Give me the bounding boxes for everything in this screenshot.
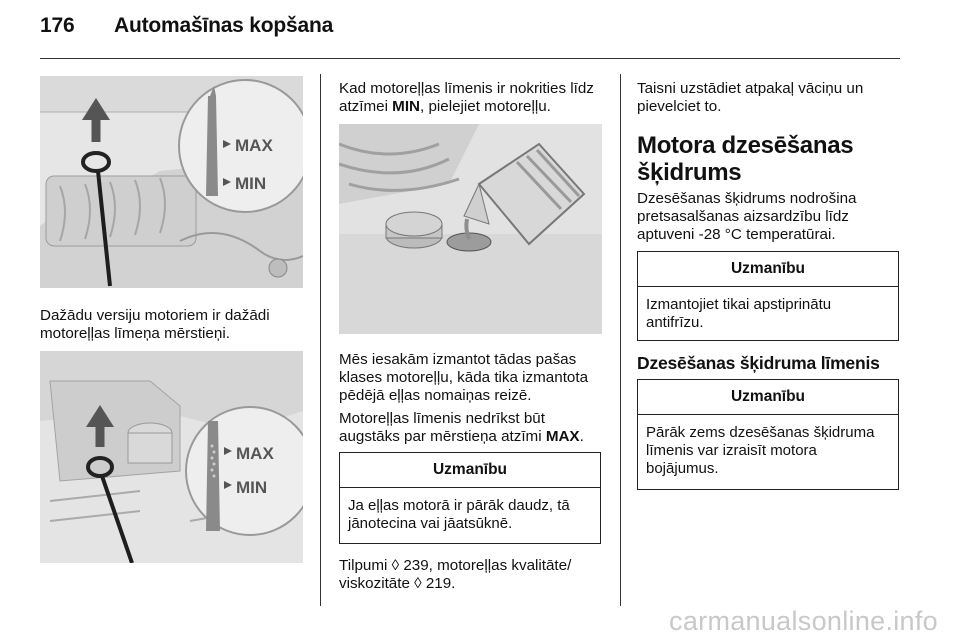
text-line: Izmantojiet tikai apstiprinātu xyxy=(646,296,832,313)
caption-line: motoreļļas līmeņa mērstieņi. xyxy=(40,325,230,342)
text-line: antifrīzu. xyxy=(646,314,704,331)
heading-line: šķidrums xyxy=(637,159,742,186)
min-mark: MIN xyxy=(392,98,421,115)
text-line: Mēs iesakām izmantot tādas pašas xyxy=(339,351,577,368)
caution-box-coolant-level xyxy=(637,379,899,490)
text-line: jānotecina vai jāatsūknē. xyxy=(348,515,513,532)
caption-line: Dažādu versiju motoriem ir dažādi xyxy=(40,307,270,324)
para-antifreeze xyxy=(637,190,902,244)
dipstick-figure-2 xyxy=(40,351,303,563)
text-span: . xyxy=(579,428,584,445)
text-line: pievelciet to. xyxy=(637,98,722,115)
header-rule xyxy=(40,58,900,59)
oil-filling-illustration xyxy=(339,124,602,334)
text-line: pēdējā eļļas nomaiņas reizē. xyxy=(339,387,532,404)
para-recommend xyxy=(339,351,609,405)
para-add-oil xyxy=(339,80,609,116)
column-divider-1 xyxy=(320,74,321,606)
text-line: līmenis var izraisīt motora xyxy=(646,442,817,459)
text-span: atzīmei xyxy=(339,98,393,115)
reference-link[interactable]: viskozitāte ◊ 219. xyxy=(339,575,456,592)
engine-illustration-2 xyxy=(40,351,303,563)
text-line: klases motoreļļu, kāda tika izmantota xyxy=(339,369,589,386)
watermark: carmanualsonline.info xyxy=(669,606,938,636)
caution-box-antifreeze xyxy=(637,251,899,341)
dipstick-max-label: MAX xyxy=(235,136,273,155)
caution-body xyxy=(638,287,898,340)
caution-box-oil xyxy=(339,452,601,544)
page-header xyxy=(40,14,333,38)
heading-line: Motora dzesēšanas xyxy=(637,132,854,159)
page-number: 176 xyxy=(40,14,75,37)
text-line: Pārāk zems dzesēšanas šķidruma xyxy=(646,424,875,441)
caption-versions xyxy=(40,307,310,343)
page-title: Automašīnas kopšana xyxy=(114,14,334,37)
engine-illustration-1 xyxy=(40,76,303,288)
dipstick-min-label: MIN xyxy=(236,478,268,497)
text-line: aptuveni -28 °C temperatūrai. xyxy=(637,226,836,243)
dipstick-figure-1 xyxy=(40,76,303,288)
column-divider-2 xyxy=(620,74,621,606)
text-span: augstāks par mērstieņa atzīmi xyxy=(339,428,546,445)
text-line: Dzesēšanas šķidrums nodrošina xyxy=(637,190,857,207)
text-line: pretsasalšanas aizsardzību līdz xyxy=(637,208,849,225)
reference-link[interactable]: Tilpumi ◊ 239, motoreļļas kvalitāte/ xyxy=(339,557,572,574)
para-max-level xyxy=(339,410,609,446)
para-cap xyxy=(637,80,902,116)
caution-title: Uzmanību xyxy=(340,453,600,488)
text-line: bojājumus. xyxy=(646,460,719,477)
caution-title: Uzmanību xyxy=(638,380,898,415)
text-line: Motoreļļas līmenis nedrīkst būt xyxy=(339,410,545,427)
text-line: Taisni uzstādiet atpakaļ vāciņu un xyxy=(637,80,864,97)
caution-title: Uzmanību xyxy=(638,252,898,287)
caution-body xyxy=(340,488,600,541)
section-heading-coolant xyxy=(637,132,853,186)
text-line xyxy=(339,428,609,446)
cross-references xyxy=(339,557,609,593)
text-line: Ja eļļas motorā ir pārāk daudz, tā xyxy=(348,497,570,514)
dipstick-min-label: MIN xyxy=(235,174,267,193)
caution-body xyxy=(638,415,898,486)
text-span: , pielejiet motoreļļu. xyxy=(420,98,551,115)
dipstick-max-label: MAX xyxy=(236,444,274,463)
max-mark: MAX xyxy=(545,428,580,445)
subheading-coolant-level: Dzesēšanas šķidruma līmenis xyxy=(637,353,880,373)
text-line xyxy=(339,98,609,116)
oil-filling-figure xyxy=(339,124,602,334)
text-line: Kad motoreļļas līmenis ir nokrities līdz xyxy=(339,80,594,97)
